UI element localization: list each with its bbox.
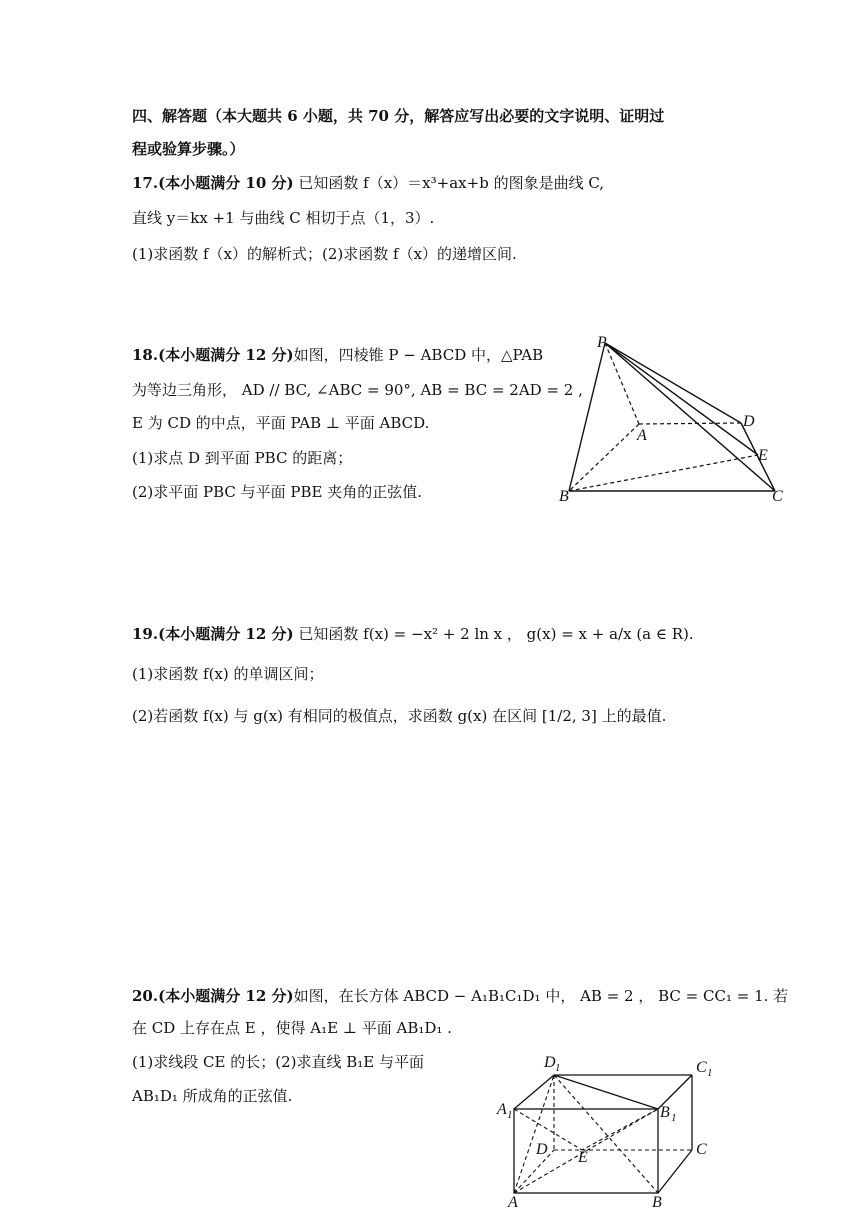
label-C1-sub: 1 bbox=[707, 1067, 713, 1079]
problem-20-text: 如图，在长方体 ABCD − A₁B₁C₁D₁ 中， AB = 2 ， BC = CC₁ = 1. 若 bbox=[293, 987, 789, 1005]
problem-17-text: 已知函数 f（x）＝x³+ax+b 的图象是曲线 C, bbox=[298, 174, 605, 192]
edge-B1E bbox=[582, 1109, 658, 1150]
problem-20-number: 20. bbox=[132, 987, 159, 1005]
label-E: E bbox=[578, 1149, 588, 1166]
label-C: C bbox=[772, 488, 783, 505]
label-B: B bbox=[559, 488, 569, 505]
label-D1-sub: 1 bbox=[555, 1062, 561, 1074]
problem-20-line2: 在 CD 上存在点 E ，使得 A₁E ⊥ 平面 AB₁D₁ . bbox=[132, 1019, 452, 1037]
edge-A1E bbox=[514, 1109, 582, 1150]
problem-18-q1: (1)求点 D 到平面 PBC 的距离； bbox=[132, 449, 353, 467]
problem-19-q2: (2)若函数 f(x) 与 g(x) 有相同的极值点，求函数 g(x) 在区间 [1/2, 3] 上的最值. bbox=[132, 707, 667, 725]
cuboid-figure bbox=[494, 1050, 720, 1208]
label-D1: D bbox=[544, 1054, 556, 1071]
problem-18-q2: (2)求平面 PBC 与平面 PBE 夹角的正弦值. bbox=[132, 483, 423, 501]
problem-17-line2: 直线 y＝kx +1 与曲线 C 相切于点（1，3）. bbox=[132, 209, 435, 227]
edge-BE bbox=[569, 455, 758, 491]
label-C1: C bbox=[696, 1059, 707, 1076]
edge-BC bbox=[658, 1150, 692, 1193]
problem-20-header: (本小题满分 12 分) bbox=[158, 987, 294, 1005]
problem-17-questions: (1)求函数 f（x）的解析式；(2)求函数 f（x）的递增区间. bbox=[132, 245, 517, 263]
problem-20-q2: AB₁D₁ 所成角的正弦值. bbox=[132, 1087, 293, 1105]
problem-19-number: 19. bbox=[132, 625, 159, 643]
problem-18-number: 18. bbox=[132, 346, 159, 364]
label-B1: B bbox=[660, 1104, 670, 1121]
edge-D1B bbox=[554, 1075, 658, 1193]
label-A: A bbox=[637, 427, 647, 444]
label-B1-sub: 1 bbox=[671, 1112, 677, 1124]
problem-18-text: 如图，四棱锥 P − ABCD 中，△PAB bbox=[293, 346, 544, 364]
problem-18-line2: 为等边三角形， AD // BC, ∠ABC = 90°, AB = BC = 2AD = 2 , bbox=[132, 381, 583, 399]
problem-19-line1 bbox=[132, 624, 694, 644]
edge-PB bbox=[569, 343, 605, 491]
problem-19-q1: (1)求函数 f(x) 的单调区间； bbox=[132, 665, 324, 683]
section-title-line1: 四、解答题（本大题共 6 小题，共 70 分，解答应写出必要的文字说明、证明过 bbox=[132, 107, 665, 125]
edge-PE bbox=[605, 343, 758, 455]
problem-20-line1 bbox=[132, 986, 788, 1006]
label-A1-sub: 1 bbox=[507, 1109, 513, 1121]
edge-AD bbox=[514, 1150, 554, 1193]
label-A1: A bbox=[497, 1101, 507, 1118]
edge-AD bbox=[639, 423, 741, 424]
label-P: P bbox=[597, 334, 607, 351]
edge-PD bbox=[605, 343, 741, 423]
problem-18-header: (本小题满分 12 分) bbox=[158, 346, 294, 364]
pyramid-figure bbox=[555, 330, 790, 505]
label-D: D bbox=[743, 413, 755, 430]
label-B: B bbox=[652, 1194, 662, 1208]
label-E: E bbox=[758, 447, 768, 464]
label-C: C bbox=[696, 1141, 707, 1158]
label-D: D bbox=[536, 1141, 548, 1158]
section-title-line2: 程或验算步骤。） bbox=[132, 140, 245, 158]
problem-19-header: (本小题满分 12 分) bbox=[158, 625, 294, 643]
problem-17-line1 bbox=[132, 173, 604, 193]
label-A: A bbox=[508, 1194, 518, 1208]
problem-18-line3: E 为 CD 的中点，平面 PAB ⊥ 平面 ABCD. bbox=[132, 414, 430, 432]
problem-19-text: 已知函数 f(x) = −x² + 2 ln x ， g(x) = x + a/x (a ∈ R). bbox=[298, 625, 694, 643]
edge-AB bbox=[569, 424, 639, 491]
problem-17-number: 17. bbox=[132, 174, 159, 192]
problem-17-header: (本小题满分 10 分) bbox=[158, 174, 294, 192]
problem-18-line1 bbox=[132, 345, 543, 365]
problem-20-q1: (1)求线段 CE 的长；(2)求直线 B₁E 与平面 bbox=[132, 1053, 424, 1071]
